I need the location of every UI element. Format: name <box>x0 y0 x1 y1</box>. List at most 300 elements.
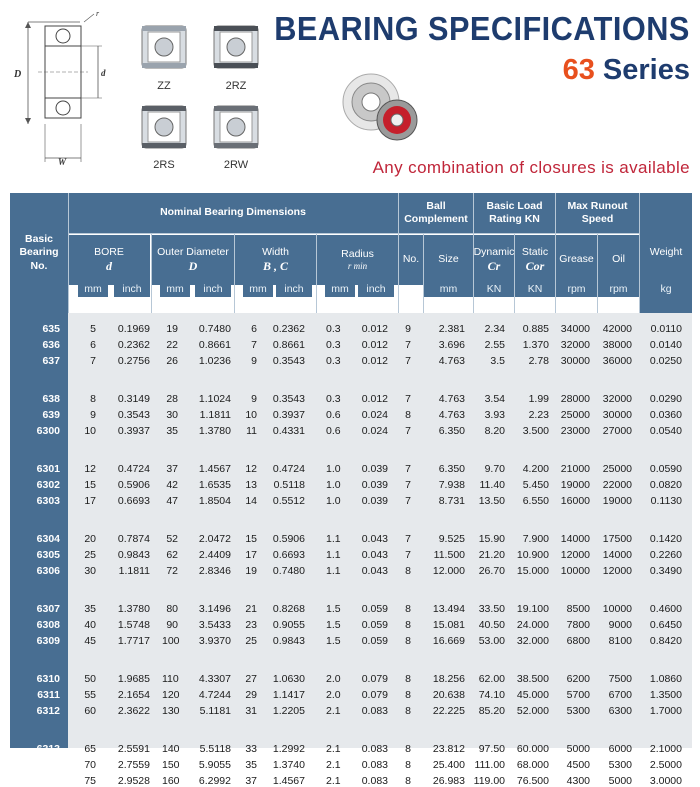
cell-balls: 7 <box>405 495 411 507</box>
cell-grease: 28000 <box>560 393 590 405</box>
cell-r-in: 0.059 <box>361 603 388 615</box>
cell-cor: 5.450 <box>522 479 549 491</box>
unit-weight-kg: kg <box>640 283 692 297</box>
cell-cor: 4.200 <box>522 463 549 475</box>
bearing-number: 6304 <box>36 533 60 545</box>
cell-size: 11.500 <box>433 549 465 561</box>
cell-w-in: 0.9843 <box>272 635 305 647</box>
cell-w-mm: 13 <box>245 479 257 491</box>
bearing-number: 6310 <box>36 673 60 685</box>
cell-oil: 10000 <box>602 603 632 615</box>
cell-bore-mm: 55 <box>84 689 96 701</box>
cell-r-mm: 1.5 <box>326 603 341 615</box>
cell-bore-mm: 45 <box>84 635 96 647</box>
cell-grease: 4300 <box>566 775 590 787</box>
cell-r-in: 0.043 <box>361 565 388 577</box>
cell-w-mm: 9 <box>251 393 257 405</box>
cell-kg: 0.0140 <box>649 339 682 351</box>
unit-bore-mm: mm <box>78 283 108 297</box>
cell-cor: 1.99 <box>528 393 549 405</box>
cell-w-mm: 27 <box>245 673 257 685</box>
cell-grease: 5700 <box>566 689 590 701</box>
cell-balls: 8 <box>405 673 411 685</box>
cell-bore-mm: 40 <box>84 619 96 631</box>
bearing-number: 636 <box>42 339 60 351</box>
cell-w-in: 0.6693 <box>272 549 305 561</box>
header-radius-label: Radius <box>341 247 374 260</box>
cell-size: 22.225 <box>432 705 465 717</box>
cell-w-mm: 25 <box>245 635 257 647</box>
cell-w-in: 1.1417 <box>272 689 305 701</box>
cell-od-in: 0.8661 <box>198 339 231 351</box>
cell-cor: 15.000 <box>516 565 549 577</box>
cell-od-in: 3.1496 <box>198 603 231 615</box>
cell-oil: 9000 <box>608 619 632 631</box>
cell-balls: 8 <box>405 759 411 771</box>
cell-grease: 21000 <box>560 463 590 475</box>
cell-w-mm: 10 <box>245 409 257 421</box>
cell-cor: 68.000 <box>516 759 549 771</box>
cell-cr: 13.50 <box>478 495 505 507</box>
cell-cor: 2.78 <box>528 355 549 367</box>
cell-bore-in: 2.7559 <box>117 759 150 771</box>
col-divider <box>514 234 515 313</box>
cell-od-in: 1.1024 <box>198 393 231 405</box>
cell-kg: 0.0110 <box>650 323 682 335</box>
header-radius-symbol: r min <box>347 260 368 271</box>
cell-r-in: 0.043 <box>361 549 388 561</box>
cell-w-in: 0.3543 <box>272 393 305 405</box>
col-divider <box>234 234 235 313</box>
cell-oil: 7500 <box>608 673 632 685</box>
cell-od-in: 2.0472 <box>198 533 231 545</box>
cell-od-in: 1.0236 <box>198 355 231 367</box>
cell-cr: 53.00 <box>478 635 505 647</box>
cell-grease: 16000 <box>560 495 590 507</box>
header-oil: Oil <box>598 235 639 285</box>
cell-w-in: 0.8268 <box>272 603 305 615</box>
unit-oil-rpm: rpm <box>598 283 639 297</box>
cell-cr: 2.55 <box>484 339 505 351</box>
cell-balls: 7 <box>405 479 411 491</box>
cell-size: 26.983 <box>432 775 465 787</box>
cell-w-mm: 35 <box>245 759 257 771</box>
cell-kg: 0.1130 <box>650 495 682 507</box>
cell-grease: 12000 <box>560 549 590 561</box>
cell-kg: 0.8420 <box>649 635 682 647</box>
header-dynamic-label: Dynamic <box>473 245 515 258</box>
cell-balls: 7 <box>405 393 411 405</box>
cell-bore-in: 0.2756 <box>117 355 150 367</box>
unit-bore-inch: inch <box>114 283 150 297</box>
cell-balls: 7 <box>405 463 411 475</box>
cell-r-in: 0.039 <box>361 479 388 491</box>
header-bore <box>68 235 150 285</box>
header-weight: Weight <box>640 193 692 313</box>
cell-bore-in: 0.2362 <box>117 339 150 351</box>
cell-bore-in: 1.7717 <box>117 635 150 647</box>
header-static-label: Static <box>521 245 549 258</box>
header-ball-no: No. <box>399 235 423 285</box>
cell-grease: 7800 <box>566 619 590 631</box>
cell-r-in: 0.083 <box>361 743 388 755</box>
cell-bore-in: 0.7874 <box>117 533 150 545</box>
cell-bore-mm: 75 <box>84 775 96 787</box>
diagram-label-W: W <box>58 157 67 167</box>
cell-w-mm: 33 <box>245 743 257 755</box>
cell-bore-in: 2.5591 <box>117 743 150 755</box>
cell-w-in: 0.2362 <box>272 323 305 335</box>
cell-size: 16.669 <box>432 635 465 647</box>
cell-w-in: 0.8661 <box>272 339 305 351</box>
cell-bore-in: 1.5748 <box>117 619 150 631</box>
bearing-number: 6301 <box>36 463 60 475</box>
unit-radius-inch: inch <box>358 283 394 297</box>
cell-od-in: 4.3307 <box>198 673 231 685</box>
cell-w-mm: 14 <box>245 495 257 507</box>
cell-od-mm: 35 <box>166 425 178 437</box>
bearing-number: 6302 <box>36 479 60 491</box>
cell-bore-in: 0.3149 <box>117 393 150 405</box>
cell-size: 13.494 <box>432 603 465 615</box>
cell-cr: 3.5 <box>490 355 505 367</box>
cell-bore-mm: 17 <box>84 495 96 507</box>
header-basic-bearing-no: Basic Bearing No. <box>10 193 68 313</box>
cell-oil: 22000 <box>602 479 632 491</box>
cell-r-mm: 0.3 <box>326 323 341 335</box>
col-divider <box>316 234 317 313</box>
cell-balls: 7 <box>405 549 411 561</box>
cell-w-mm: 21 <box>245 603 257 615</box>
cell-r-in: 0.079 <box>361 689 388 701</box>
bearing-number: 6308 <box>36 619 60 631</box>
cell-oil: 30000 <box>602 409 632 421</box>
header-dynamic-symbol: Cr <box>487 259 501 274</box>
cell-r-mm: 1.5 <box>326 635 341 647</box>
cell-oil: 42000 <box>602 323 632 335</box>
cell-kg: 1.0860 <box>649 673 682 685</box>
cell-od-in: 1.6535 <box>198 479 231 491</box>
cell-r-in: 0.012 <box>361 323 388 335</box>
header-ball-size: Size <box>424 235 473 285</box>
cell-bore-in: 0.3937 <box>117 425 150 437</box>
cell-oil: 14000 <box>602 549 632 561</box>
cell-od-mm: 19 <box>166 323 178 335</box>
cell-cr: 62.00 <box>478 673 505 685</box>
cell-w-mm: 37 <box>245 775 257 787</box>
cell-r-in: 0.024 <box>361 425 388 437</box>
cell-od-in: 5.9055 <box>198 759 231 771</box>
cell-size: 23.812 <box>432 743 465 755</box>
cell-cr: 15.90 <box>478 533 505 545</box>
unit-dynamic-kn: KN <box>474 283 514 297</box>
cell-od-in: 4.7244 <box>198 689 231 701</box>
header-radius <box>317 235 398 285</box>
cell-size: 4.763 <box>438 393 465 405</box>
cell-cor: 10.900 <box>516 549 549 561</box>
cell-w-in: 0.4331 <box>272 425 305 437</box>
cell-balls: 9 <box>405 323 411 335</box>
cell-od-in: 6.2992 <box>198 775 231 787</box>
cell-r-mm: 0.3 <box>326 339 341 351</box>
cell-grease: 19000 <box>560 479 590 491</box>
cell-bore-mm: 10 <box>84 425 96 437</box>
cell-w-mm: 6 <box>251 323 257 335</box>
cell-r-in: 0.012 <box>361 355 388 367</box>
cell-bore-in: 1.9685 <box>117 673 150 685</box>
cell-cor: 52.000 <box>516 705 549 717</box>
cell-bore-mm: 25 <box>84 549 96 561</box>
col-divider <box>639 193 640 313</box>
cell-od-mm: 47 <box>166 495 178 507</box>
closures-note: Any combination of closures is available <box>372 158 690 177</box>
cell-od-in: 0.7480 <box>198 323 231 335</box>
seal-2rw-icon <box>212 104 260 150</box>
seal-label-2rw: 2RW <box>223 159 249 171</box>
col-divider <box>597 234 598 313</box>
cell-od-in: 3.9370 <box>198 635 231 647</box>
header-max-runout-speed: Max Runout Speed <box>556 193 639 233</box>
cell-size: 8.731 <box>438 495 465 507</box>
cell-size: 3.696 <box>438 339 465 351</box>
cell-oil: 6000 <box>608 743 632 755</box>
cell-r-in: 0.039 <box>361 463 388 475</box>
cell-bore-mm: 65 <box>84 743 96 755</box>
cell-size: 9.525 <box>438 533 465 545</box>
bearing-cross-section-diagram <box>8 8 120 168</box>
cell-w-mm: 12 <box>245 463 257 475</box>
cell-oil: 12000 <box>602 565 632 577</box>
cell-grease: 32000 <box>560 339 590 351</box>
cell-w-in: 1.2992 <box>272 743 305 755</box>
cell-size: 4.763 <box>438 409 465 421</box>
cell-grease: 4500 <box>566 759 590 771</box>
cell-r-in: 0.083 <box>361 705 388 717</box>
cell-w-mm: 29 <box>245 689 257 701</box>
cell-kg: 3.0000 <box>649 775 682 787</box>
cell-size: 15.081 <box>432 619 465 631</box>
header-outer-diameter-label: Outer Diameter <box>157 245 229 258</box>
cell-balls: 8 <box>405 775 411 787</box>
cell-w-mm: 15 <box>245 533 257 545</box>
bearing-number: 6312 <box>36 705 60 717</box>
bearing-number: 638 <box>42 393 60 405</box>
cell-kg: 0.1420 <box>649 533 682 545</box>
cell-od-mm: 120 <box>162 689 180 701</box>
cell-cr: 119.00 <box>473 775 505 787</box>
seal-label-2rz: 2RZ <box>225 80 247 92</box>
cell-size: 7.938 <box>438 479 465 491</box>
cell-bore-mm: 20 <box>84 533 96 545</box>
cell-w-in: 0.5906 <box>272 533 305 545</box>
cell-oil: 5300 <box>608 759 632 771</box>
diagram-label-d: d <box>101 68 106 78</box>
unit-static-kn: KN <box>515 283 555 297</box>
diagram-label-D: D <box>14 69 22 80</box>
header-width <box>235 235 316 285</box>
cell-bore-in: 0.4724 <box>117 463 150 475</box>
cell-od-in: 1.3780 <box>198 425 231 437</box>
series-number: 63 <box>562 54 595 86</box>
cell-bore-in: 0.5906 <box>117 479 150 491</box>
cell-grease: 6800 <box>566 635 590 647</box>
cell-oil: 5000 <box>608 775 632 787</box>
cell-r-in: 0.083 <box>361 759 388 771</box>
series-word: Series <box>602 54 690 86</box>
cell-bore-mm: 30 <box>84 565 96 577</box>
cell-oil: 36000 <box>602 355 632 367</box>
header-ball-complement: Ball Complement <box>399 193 473 233</box>
bearing-number: 6306 <box>36 565 60 577</box>
cell-balls: 8 <box>405 619 411 631</box>
cell-od-mm: 80 <box>166 603 178 615</box>
cell-od-mm: 62 <box>166 549 178 561</box>
bearing-photo-icon <box>335 62 425 152</box>
cell-w-mm: 23 <box>245 619 257 631</box>
cell-w-in: 0.3543 <box>272 355 305 367</box>
cell-cr: 111.00 <box>474 759 505 771</box>
cell-w-mm: 11 <box>246 425 257 437</box>
cell-w-mm: 19 <box>245 565 257 577</box>
seal-label-2rs: 2RS <box>153 159 175 171</box>
cell-cor: 19.100 <box>516 603 549 615</box>
cell-r-mm: 1.1 <box>326 533 341 545</box>
cell-cor: 24.000 <box>516 619 549 631</box>
cell-cor: 7.900 <box>522 533 549 545</box>
cell-r-in: 0.059 <box>361 619 388 631</box>
cell-od-mm: 28 <box>166 393 178 405</box>
cell-cor: 6.550 <box>522 495 549 507</box>
cell-kg: 0.0290 <box>649 393 682 405</box>
cell-od-mm: 26 <box>166 355 178 367</box>
series-title <box>563 54 690 87</box>
cell-kg: 0.0590 <box>649 463 682 475</box>
bearing-number: 6300 <box>36 425 60 437</box>
cell-grease: 6200 <box>566 673 590 685</box>
cell-bore-mm: 5 <box>90 323 96 335</box>
cell-grease: 30000 <box>560 355 590 367</box>
cell-cor: 1.370 <box>522 339 549 351</box>
col-divider <box>473 193 474 313</box>
cell-oil: 8100 <box>608 635 632 647</box>
cell-od-in: 5.5118 <box>199 743 231 755</box>
cell-bore-mm: 70 <box>84 759 96 771</box>
cell-size: 2.381 <box>438 323 465 335</box>
cell-r-mm: 0.6 <box>326 409 341 421</box>
cell-od-mm: 22 <box>166 339 178 351</box>
bearing-number: 6309 <box>36 635 60 647</box>
cell-w-in: 0.9055 <box>272 619 305 631</box>
cell-cr: 21.20 <box>478 549 505 561</box>
seal-label-zz: ZZ <box>157 80 171 92</box>
cell-cr: 40.50 <box>478 619 505 631</box>
cell-r-mm: 0.6 <box>326 425 341 437</box>
cell-w-in: 0.4724 <box>272 463 305 475</box>
cell-cr: 74.10 <box>478 689 505 701</box>
cell-kg: 1.7000 <box>649 705 682 717</box>
cell-size: 6.350 <box>438 425 465 437</box>
cell-balls: 7 <box>405 533 411 545</box>
cell-od-in: 2.4409 <box>198 549 231 561</box>
cell-balls: 8 <box>405 689 411 701</box>
cell-oil: 38000 <box>602 339 632 351</box>
cell-balls: 8 <box>405 743 411 755</box>
diagram-label-r: r <box>96 9 100 18</box>
seal-2rz-icon <box>212 24 260 70</box>
cell-kg: 0.0820 <box>649 479 682 491</box>
unit-radius-mm: mm <box>325 283 355 297</box>
cell-w-in: 1.4567 <box>272 775 305 787</box>
cell-size: 18.256 <box>432 673 465 685</box>
cell-od-mm: 160 <box>162 775 180 787</box>
bearing-number: 635 <box>42 323 60 335</box>
cell-od-mm: 140 <box>162 743 180 755</box>
cell-kg: 0.3490 <box>649 565 682 577</box>
cell-r-mm: 0.3 <box>326 355 341 367</box>
cell-r-in: 0.024 <box>361 409 388 421</box>
col-divider <box>151 234 152 313</box>
cell-od-mm: 150 <box>162 759 180 771</box>
unit-width-mm: mm <box>243 283 273 297</box>
cell-bore-mm: 12 <box>84 463 96 475</box>
cell-bore-in: 2.3622 <box>117 705 150 717</box>
cell-kg: 0.4600 <box>649 603 682 615</box>
cell-kg: 0.0250 <box>649 355 682 367</box>
bearing-number: 6305 <box>36 549 60 561</box>
cell-bore-in: 0.3543 <box>117 409 150 421</box>
header-width-label: Width <box>262 245 289 258</box>
cell-r-mm: 1.1 <box>326 565 341 577</box>
cell-r-in: 0.039 <box>361 495 388 507</box>
cell-w-in: 1.3740 <box>272 759 305 771</box>
cell-kg: 0.0360 <box>649 409 682 421</box>
cell-r-mm: 2.1 <box>326 743 341 755</box>
cell-grease: 34000 <box>560 323 590 335</box>
cell-cr: 33.50 <box>478 603 505 615</box>
cell-bore-mm: 6 <box>90 339 96 351</box>
cell-cr: 85.20 <box>478 705 505 717</box>
bearing-number: 6307 <box>36 603 60 615</box>
header-dynamic <box>474 235 514 285</box>
cell-r-in: 0.043 <box>361 533 388 545</box>
cell-od-in: 1.1811 <box>199 409 231 421</box>
cell-grease: 5000 <box>566 743 590 755</box>
cell-od-in: 5.1181 <box>199 705 231 717</box>
cell-bore-mm: 7 <box>90 355 96 367</box>
cell-size: 25.400 <box>432 759 465 771</box>
cell-r-mm: 1.0 <box>326 479 341 491</box>
cell-cr: 97.50 <box>478 743 505 755</box>
cell-balls: 7 <box>405 355 411 367</box>
cell-balls: 7 <box>405 425 411 437</box>
bearing-number: 637 <box>42 355 60 367</box>
page-title: BEARING SPECIFICATIONS <box>274 10 690 47</box>
header-outer-diameter-symbol: D <box>188 259 198 274</box>
unit-od-inch: inch <box>195 283 231 297</box>
cell-kg: 2.1000 <box>649 743 682 755</box>
cell-r-mm: 1.5 <box>326 619 341 631</box>
cell-od-mm: 130 <box>162 705 180 717</box>
cell-r-mm: 0.3 <box>326 393 341 405</box>
cell-w-mm: 31 <box>245 705 257 717</box>
header-outer-diameter <box>152 235 234 285</box>
cell-balls: 8 <box>405 409 411 421</box>
cell-od-mm: 30 <box>166 409 178 421</box>
cell-bore-in: 0.6693 <box>117 495 150 507</box>
cell-bore-in: 2.9528 <box>117 775 150 787</box>
cell-oil: 6700 <box>608 689 632 701</box>
col-divider <box>398 193 399 313</box>
